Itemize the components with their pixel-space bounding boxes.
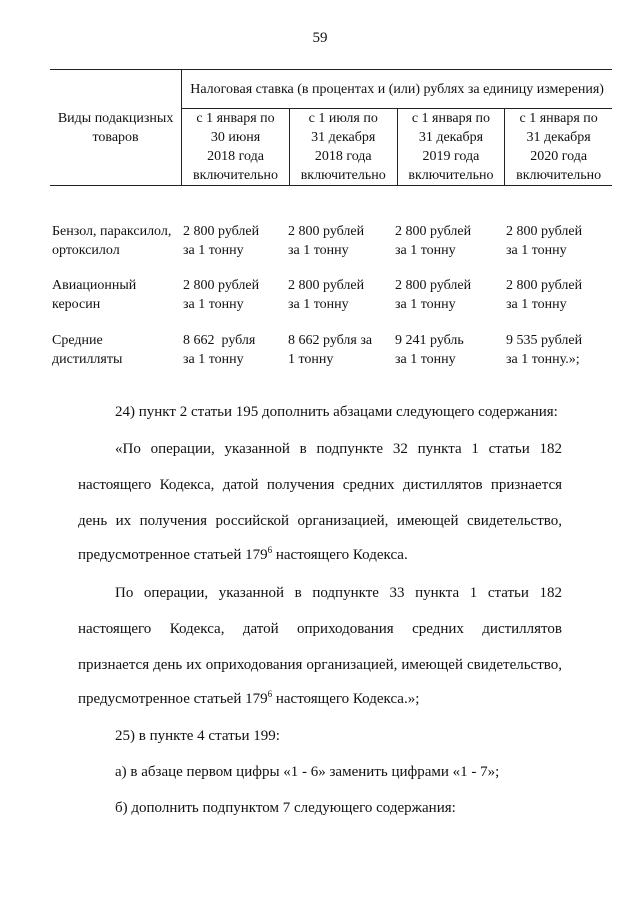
superscript: 6 bbox=[267, 545, 273, 555]
quote2-line2: настоящего Кодекса, датой оприходования средних дистиллятов bbox=[78, 621, 562, 637]
rate-value: 9 535 рублей за 1 тонну.»; bbox=[506, 333, 583, 367]
rate-value: 8 662 рубля за 1 тонну bbox=[183, 333, 256, 367]
quote1-line1: «По операции, указанной в подпункте 32 пункта 1 статьи 182 bbox=[115, 441, 562, 457]
quote2-line4: предусмотренное статьей $179^6$ настоящего Кодекса.»; bbox=[78, 689, 420, 707]
quote1-line2: настоящего Кодекса, датой получения средних дистиллятов признается bbox=[78, 477, 562, 493]
rate-value: 2 800 рублей за 1 тонну bbox=[395, 224, 472, 258]
rate-value: 2 800 рублей за 1 тонну bbox=[506, 224, 583, 258]
rate-value: 8 662 рубля за 1 тонну bbox=[288, 333, 373, 367]
tax-rate-table-header bbox=[50, 69, 612, 186]
period-header-3: с 1 января по 31 декабря 2019 года включительно bbox=[397, 109, 505, 186]
rate-value: 2 800 рублей за 1 тонну bbox=[506, 278, 583, 312]
goods-name: Бензол, параксилол, ортоксилол bbox=[52, 224, 172, 258]
goods-name: Средние дистилляты bbox=[52, 333, 123, 367]
quote1-line4: предусмотренное статьей $179^6$ настоящего Кодекса. bbox=[78, 545, 408, 563]
paragraph-25b: б) дополнить подпунктом 7 следующего содержания: bbox=[115, 800, 456, 816]
paragraph-25: 25) в пункте 4 статьи 199: bbox=[115, 728, 280, 744]
goods-name: Авиационный керосин bbox=[52, 278, 137, 312]
paragraph-25a: а) в абзаце первом цифры «1 - 6» заменить цифрами «1 - 7»; bbox=[115, 764, 500, 780]
superscript: 6 bbox=[267, 689, 273, 699]
rate-value: 2 800 рублей за 1 тонну bbox=[395, 278, 472, 312]
period-header-2: с 1 июля по 31 декабря 2018 года включительно bbox=[289, 109, 397, 186]
quote2-line1: По операции, указанной в подпункте 33 пункта 1 статьи 182 bbox=[115, 585, 562, 601]
page-number: 59 bbox=[312, 30, 328, 46]
quote1-line3: день их получения российской организацией, имеющей свидетельство, bbox=[78, 513, 562, 529]
period-header-1: с 1 января по 30 июня 2018 года включительно bbox=[182, 109, 290, 186]
rate-value: 2 800 рублей за 1 тонну bbox=[183, 278, 260, 312]
rate-value: 9 241 рубль за 1 тонну bbox=[395, 333, 464, 367]
rate-value: 2 800 рублей за 1 тонну bbox=[183, 224, 260, 258]
rate-value: 2 800 рублей за 1 тонну bbox=[288, 224, 365, 258]
tax-rate-header: Налоговая ставка (в процентах и (или) рублях за единицу измерения) bbox=[182, 70, 612, 109]
quote2-line3: признается день их оприходования организацией, имеющей свидетельство, bbox=[78, 657, 562, 673]
period-header-4: с 1 января по 31 декабря 2020 года включительно bbox=[505, 109, 612, 186]
rate-value: 2 800 рублей за 1 тонну bbox=[288, 278, 365, 312]
goods-types-header: Виды подакцизных товаров bbox=[50, 70, 182, 186]
paragraph-24: 24) пункт 2 статьи 195 дополнить абзацами следующего содержания: bbox=[115, 404, 558, 420]
